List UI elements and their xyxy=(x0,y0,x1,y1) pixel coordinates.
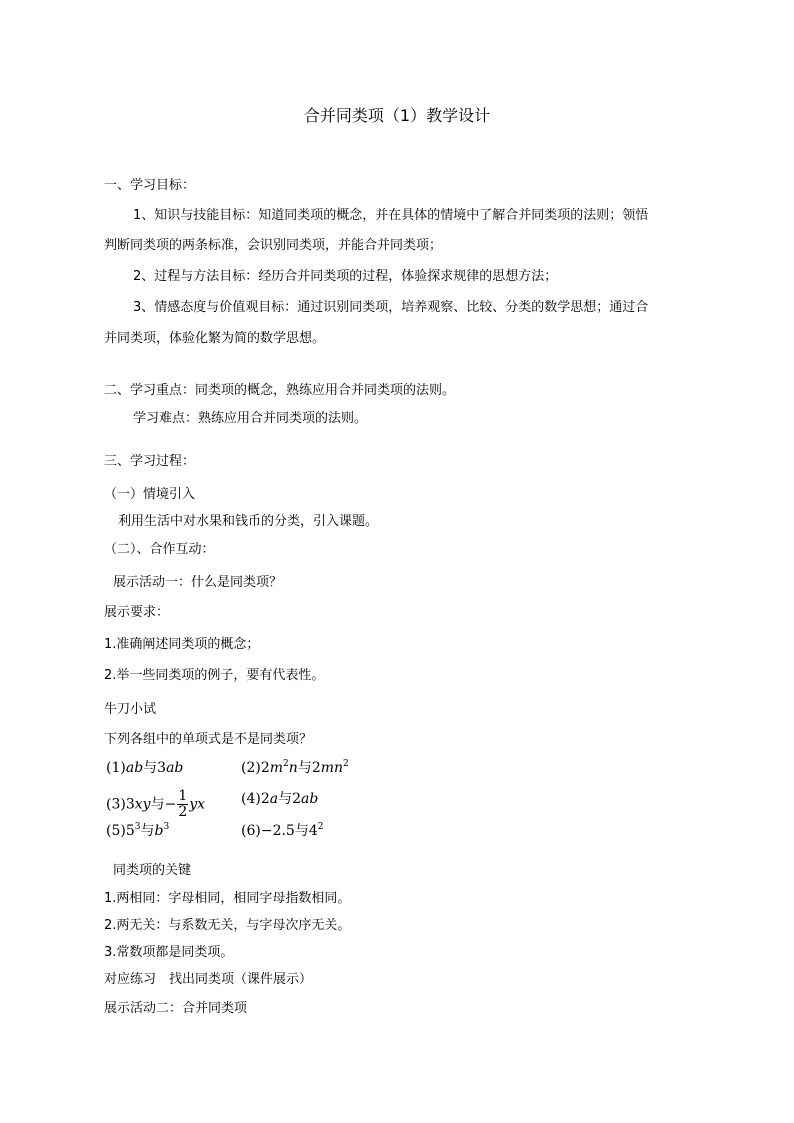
exercise-3: (3)3xy与− $\frac{1}{2}$ yx xyxy=(106,788,206,820)
exercise-2: $(2)2m^2n$与$2mn^2$ xyxy=(241,759,349,776)
section-heading-goals: 一、学习目标： xyxy=(104,178,196,193)
activity-1-heading: 展示活动一：什么是同类项？ xyxy=(113,575,283,590)
fraction-one-half: $\frac{1}{2}$ xyxy=(178,788,188,820)
key-point-3: 3.常数项都是同类项。 xyxy=(104,945,234,960)
exercise-1: (1)ab与3ab xyxy=(106,760,184,776)
part-1-text: 利用生活中对水果和钱币的分类，引入课题。 xyxy=(118,514,379,529)
requirement-1: 1.准确阐述同类项的概念； xyxy=(104,637,260,652)
goal-3-line-2: 并同类项，体验化繁为简的数学思想。 xyxy=(104,331,326,346)
part-1-heading: （一）情境引入 xyxy=(104,487,196,502)
requirements-heading: 展示要求： xyxy=(104,605,170,620)
exercise-question: 下列各组中的单项式是不是同类项？ xyxy=(104,732,313,747)
section-heading-process: 三、学习过程： xyxy=(104,454,196,469)
trial-heading: 牛刀小试 xyxy=(104,702,157,717)
exercise-4: (4)2a与2ab xyxy=(241,791,319,807)
key-point-2: 2.两无关：与系数无关，与字母次序无关。 xyxy=(104,918,351,933)
document-title: 合并同类项（1）教学设计 xyxy=(303,106,491,125)
practice-line: 对应练习 找出同类项（课件展示） xyxy=(104,972,313,987)
exercise-6: (6)−2.5与$4^2$ xyxy=(241,822,324,839)
activity-2-heading: 展示活动二：合并同类项 xyxy=(104,1001,248,1016)
goal-2: 2、过程与方法目标：经历合并同类项的过程，体验探求规律的思想方法； xyxy=(133,269,558,284)
goal-3-line-1: 3、情感态度与价值观目标：通过识别同类项，培养观察、比较、分类的数学思想；通过合 xyxy=(133,300,649,315)
key-point-1: 1.两相同：字母相同，相同字母指数相同。 xyxy=(104,891,351,906)
part-2-heading: （二）、合作互动： xyxy=(104,542,215,557)
key-heading: 同类项的关键 xyxy=(113,863,192,878)
difficulty-text: 学习难点：熟练应用合并同类项的法则。 xyxy=(133,411,368,426)
requirement-2: 2.举一些同类项的例子，要有代表性。 xyxy=(104,668,325,683)
section-heading-key-points: 二、学习重点：同类项的概念，熟练应用合并同类项的法则。 xyxy=(104,383,456,398)
exercise-5: $(5)5^3$与$b^3$ xyxy=(106,822,170,839)
goal-1-line-2: 判断同类项的两条标准，会识别同类项，并能合并同类项； xyxy=(104,238,443,253)
goal-1-line-1: 1、知识与技能目标：知道同类项的概念，并在具体的情境中了解合并同类项的法则；领悟 xyxy=(133,208,649,223)
